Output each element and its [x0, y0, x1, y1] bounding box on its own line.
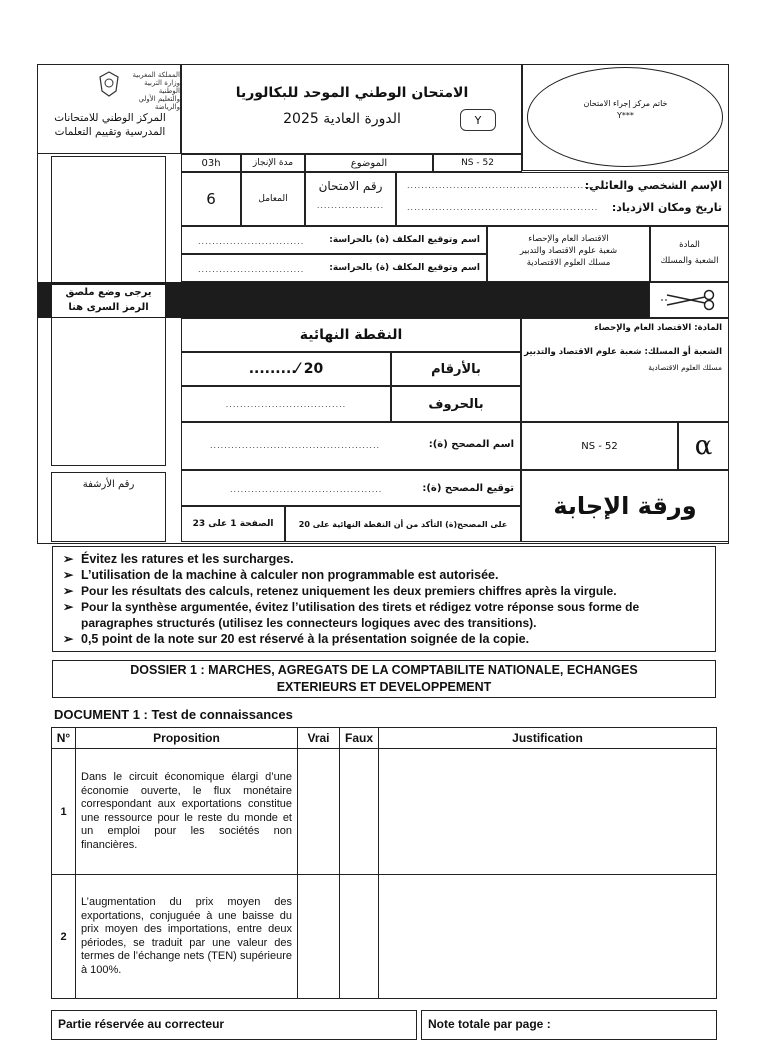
faux-cell[interactable]	[340, 749, 379, 875]
grading-branch: الشعبة أو المسلك: شعبة علوم الاقتصاد والتدبير	[524, 347, 722, 357]
center-name-line1: المركز الوطني للامتحانات	[54, 112, 166, 124]
institution-cell	[37, 64, 181, 154]
ministry-line: والتعليم الأولي والرياضة	[138, 95, 180, 111]
subject-label: الموضوع	[305, 154, 433, 172]
version-badge: Y	[460, 109, 496, 131]
proctor-row-2[interactable]	[181, 254, 487, 282]
crest-icon	[98, 71, 120, 97]
faux-cell[interactable]	[340, 875, 379, 999]
exam-number-dots: ...................	[316, 201, 385, 210]
subject-line: مسلك العلوم الاقتصادية	[526, 258, 611, 268]
justification-cell[interactable]	[379, 875, 717, 999]
arrow-icon: ➢	[63, 584, 74, 598]
title-cell	[181, 64, 522, 154]
exam-title: الامتحان الوطني الموحد للبكالوريا	[235, 85, 469, 101]
col-header-faux: Faux	[340, 728, 379, 749]
justification-cell[interactable]	[379, 749, 717, 875]
table-header-row	[52, 728, 717, 749]
stamp-label: خاتم مركز إجراء الامتحان	[583, 99, 668, 108]
corrector-name-dots: ................................................	[210, 441, 381, 450]
instructions-box	[52, 546, 716, 652]
stamp-cell	[522, 64, 729, 171]
instruction-item	[63, 551, 709, 567]
in-letters-value[interactable]: ..................................	[181, 386, 391, 422]
exam-number-cell[interactable]	[305, 172, 396, 226]
knowledge-test-table	[51, 727, 717, 999]
row-number: 2	[52, 875, 76, 999]
document1-title: DOCUMENT 1 : Test de connaissances	[54, 707, 293, 722]
page-total-box	[421, 1010, 717, 1040]
row-proposition: L’augmentation du prix moyen des exportations, conjuguée à une baisse du prix moyen des importations, entre deux périodes, se traduit par une valeur des termes de l’échange nets (TEN) supérieure à 100%.	[76, 875, 298, 999]
col-header-vrai: Vrai	[298, 728, 340, 749]
proctor-label: اسم وتوقيع المكلف (ة) بالحراسة:	[329, 235, 480, 245]
center-name-line2: المدرسية وتقييم التعلمات	[54, 126, 166, 138]
instruction-text: 0,5 point de la note sur 20 est réservé à la présentation soignée de la copie.	[81, 632, 530, 646]
arrow-icon: ➢	[63, 600, 74, 614]
corrector-name-cell[interactable]	[181, 422, 521, 470]
alpha-symbol: α	[678, 422, 729, 470]
proctor-label: اسم وتوقيع المكلف (ة) بالحراسة:	[329, 263, 480, 273]
scissors-icon	[659, 289, 719, 311]
answer-sheet-title: ورقة الإجابة	[521, 470, 729, 542]
page-info: الصفحة 1 على 23	[181, 506, 285, 542]
final-grade-label: النقطة النهائية	[181, 318, 521, 352]
archive-box	[51, 472, 166, 542]
scissors-cell	[649, 282, 729, 318]
birth-dots: ......................................................	[407, 203, 599, 212]
subject-info-cell	[521, 318, 729, 422]
corrector-section-label: Partie réservée au correcteur	[58, 1017, 225, 1031]
instruction-item	[63, 631, 709, 647]
corrector-sign-cell[interactable]	[181, 470, 521, 506]
corrector-note: على المصحح(ة) التأكد من أن النقطة النهائية على 20	[285, 506, 521, 542]
instruction-item	[63, 567, 709, 583]
corrector-section-box	[51, 1010, 417, 1040]
instruction-text: Évitez les ratures et les surcharges.	[81, 552, 294, 566]
arrow-icon: ➢	[63, 632, 74, 646]
exam-number-label: رقم الامتحان	[318, 179, 383, 193]
subject-label-line2: الشعبة والمسلك	[660, 256, 719, 266]
instruction-text: Pour les résultats des calculs, retenez uniquement les deux premiers chiffres après la virgule.	[81, 584, 617, 598]
exam-code: NS - 52	[433, 154, 522, 172]
proctor-dots: ..............................	[198, 265, 305, 274]
page-total-label: Note totale par page :	[428, 1017, 551, 1031]
corrector-sign-label: توقيع المصحح (ة):	[422, 483, 514, 494]
subject-lines-cell	[487, 226, 650, 282]
col-header-proposition: Proposition	[76, 728, 298, 749]
archive-label: رقم الأرشفة	[82, 479, 135, 490]
name-label: الإسم الشخصي والعائلي:	[584, 179, 722, 192]
in-numbers-label: بالأرقام	[391, 352, 521, 386]
proctor-row-1[interactable]	[181, 226, 487, 254]
identity-cell[interactable]	[396, 172, 729, 226]
grading-branch-line2: مسلك العلوم الاقتصادية	[648, 363, 722, 372]
coefficient-value: 6	[181, 172, 241, 226]
birth-label: تاريخ ومكان الازدياد:	[611, 201, 722, 214]
corrector-sign-dots: ...........................................	[230, 485, 383, 494]
instruction-item	[63, 599, 709, 631]
ministry-line: المملكة المغربية	[132, 71, 180, 79]
instruction-text: Pour la synthèse argumentée, évitez l’utilisation des tirets et rédigez votre réponse sous forme de paragraphes structurés (utilisez les connecteurs logiques avec des transitions).	[81, 600, 640, 630]
sticker-line2: الرمز السرى هنا	[68, 302, 149, 313]
session-label: الدورة العادية 2025	[283, 111, 401, 127]
col-header-n: N°	[52, 728, 76, 749]
subject-label-line1: المادة	[679, 240, 700, 250]
sticker-text	[52, 285, 165, 317]
row-proposition: Dans le circuit économique élargi d’une économie ouverte, le flux monétaire correspondant aux exportations constitue une ressource pour le reste du monde et un emploi pour les sociétés non financières.	[76, 749, 298, 875]
in-letters-label: بالحروف	[391, 386, 521, 422]
table-row	[52, 749, 717, 875]
row-number: 1	[52, 749, 76, 875]
arrow-icon: ➢	[63, 568, 74, 582]
vrai-cell[interactable]	[298, 749, 340, 875]
dossier-title-line2: EXTERIEURS ET DEVELOPPEMENT	[276, 680, 492, 694]
table-row	[52, 875, 717, 999]
arrow-icon: ➢	[63, 552, 74, 566]
grade-value[interactable]: .........⁄ 20	[181, 352, 391, 386]
dossier-title-box	[52, 660, 716, 698]
grading-code: NS - 52	[521, 422, 678, 470]
subject-line: الاقتصاد العام والإحصاء	[528, 234, 609, 244]
col-header-justification: Justification	[379, 728, 717, 749]
instruction-text: L’utilisation de la machine à calculer non programmable est autorisée.	[81, 568, 499, 582]
vrai-cell[interactable]	[298, 875, 340, 999]
dossier-title-line1: DOSSIER 1 : MARCHES, AGREGATS DE LA COMPTABILITE NATIONALE, ECHANGES	[130, 663, 638, 677]
stamp-code: Y***	[617, 111, 634, 120]
proctor-dots: ..............................	[198, 237, 305, 246]
duration-label: مدة الإنجاز	[241, 154, 305, 172]
ministry-lines	[124, 71, 180, 111]
subject-line: شعبة علوم الاقتصاد والتدبير	[519, 246, 618, 256]
name-dots: ......................................................	[407, 181, 599, 190]
grading-subject: المادة: الاقتصاد العام والإحصاء	[594, 323, 722, 333]
subject-label-cell	[650, 226, 729, 282]
sticker-line1: يرجى وضع ملصق	[65, 287, 152, 298]
duration-value: 03h	[181, 154, 241, 172]
corrector-name-label: اسم المصحح (ة):	[428, 439, 514, 450]
ministry-line: وزارة التربية الوطنية	[144, 79, 180, 95]
instruction-item	[63, 583, 709, 599]
coefficient-label: المعامل	[241, 172, 305, 226]
